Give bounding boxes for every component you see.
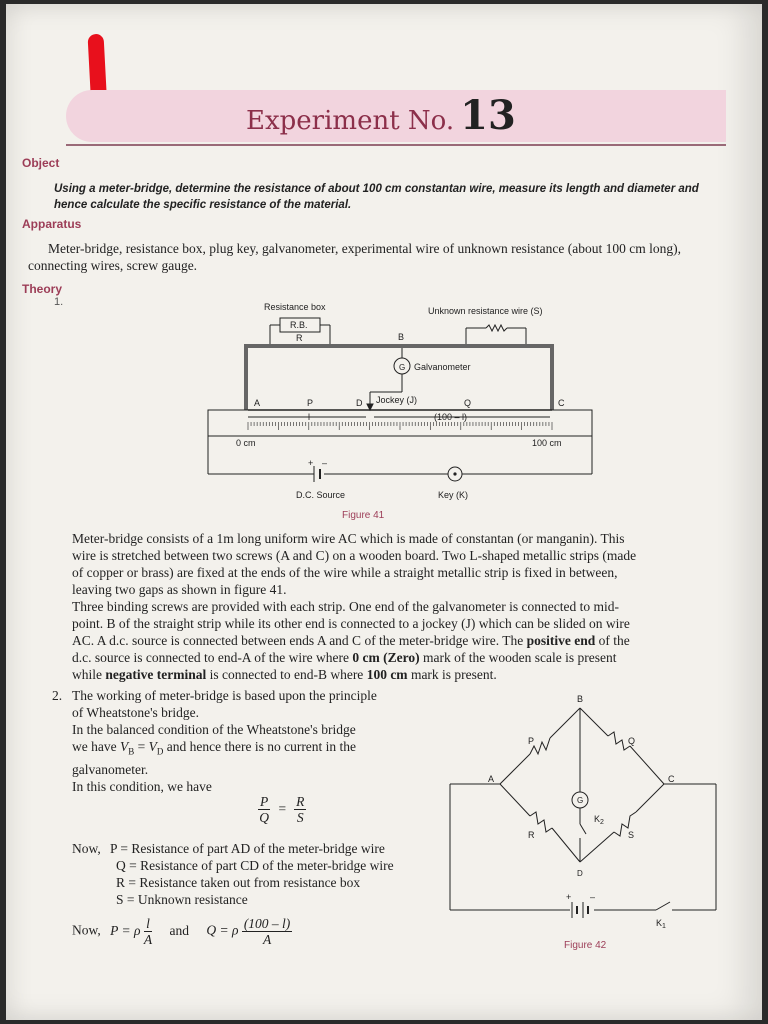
metal-strip-top	[244, 344, 554, 348]
definition-p: P = Resistance of part AD of the meter-bridge wire	[110, 841, 385, 856]
para1-line3: of copper or brass) are fixed at the ends of the wire while a straight metallic strip is fixed in between,	[72, 565, 618, 580]
page-title	[246, 92, 516, 142]
label-zero-cm: 0 cm	[236, 438, 256, 448]
para2-line2: point. B of the straight strip while its other end is connected to a jockey (J) which can be slided on wire	[72, 616, 630, 631]
fig42-label-k2: $K_2$	[594, 814, 604, 826]
resistor-q	[608, 732, 630, 750]
resistor-r	[530, 812, 552, 832]
object-text: Using a meter-bridge, determine the resistance of about 100 cm constantan wire, measure its length and diameter and hence calculate the specific resistance of the material.	[54, 183, 699, 211]
para2-line1: Three binding screws are provided with each strip. One end of the galvanometer is connected to mid-	[72, 599, 619, 614]
jockey-pointer	[367, 404, 373, 410]
label-b: B	[398, 332, 405, 342]
label-c: C	[558, 398, 565, 408]
fig42-label-s: S	[628, 830, 635, 840]
fig42-label-q: Q	[628, 736, 636, 746]
para1-line2: wire is stretched between two screws (A and C) on a wooden board. Two L-shaped metallic strips (made	[72, 548, 637, 563]
label-dc-source: D.C. Source	[296, 490, 346, 500]
label-galvanometer: Galvanometer	[414, 362, 471, 372]
label-a: A	[254, 398, 261, 408]
metal-strip-right	[550, 344, 554, 410]
label-q: Q	[464, 398, 472, 408]
fig42-label-g: G	[577, 796, 584, 805]
label-rb: R.B.	[290, 320, 308, 330]
title-rule	[66, 144, 726, 146]
label-resistance-box: Resistance box	[264, 302, 326, 312]
apparatus-heading: Apparatus	[22, 217, 82, 231]
label-r: R	[296, 333, 303, 343]
theory-item1-number: 1.	[54, 296, 64, 308]
para2-line3: AC. A d.c. source is connected between ends A and C of the meter-bridge wire. The positive end of the	[72, 633, 630, 648]
key-k1-switch	[656, 902, 670, 910]
paragraph-connections	[72, 598, 732, 683]
fig42-label-plus: +	[566, 892, 572, 902]
key-k2-switch	[580, 824, 586, 834]
label-battery-plus: +	[308, 458, 314, 468]
para1-line1: Meter-bridge consists of a 1m long uniform wire AC which is made of constantan (or manganin). This	[72, 531, 625, 546]
title-prefix: Experiment No.	[246, 106, 455, 136]
definition-r: R = Resistance taken out from resistance box	[116, 875, 361, 890]
label-l-segment: l	[308, 412, 310, 422]
definition-s: S = Unknown resistance	[116, 892, 248, 907]
object-heading: Object	[22, 156, 60, 170]
fig42-label-a: A	[488, 774, 495, 784]
fig42-label-p: P	[528, 736, 535, 746]
paragraph-meter-bridge-construction	[72, 530, 732, 598]
definitions-list	[110, 840, 440, 908]
resistivity-formula: Now, P = ρ $\frac{l}{A}$ and Q = ρ $\frac{(100 - l)}{A}$	[72, 916, 291, 947]
wheatstone-bridge-diagram	[444, 688, 734, 936]
para2-line5: while negative terminal is connected to end-B where 100 cm mark is present.	[72, 667, 497, 682]
fig42-label-b: B	[577, 694, 584, 704]
fig42-label-d: D	[577, 869, 583, 878]
para2-line4: d.c. source is connected to end-A of the wire where 0 cm (Zero) mark of the wooden scale is present	[72, 650, 617, 665]
fig42-label-k1: $K_1$	[656, 918, 666, 930]
label-p: P	[307, 398, 314, 408]
item2-number: 2.	[52, 688, 63, 703]
label-l-remainder: (100 – l)	[434, 412, 468, 422]
fig42-label-minus: –	[590, 892, 596, 902]
title-number: 13	[460, 92, 516, 139]
meter-bridge-diagram	[196, 298, 606, 508]
defs-now: Now,	[72, 841, 101, 856]
fig42-label-r: R	[528, 830, 535, 840]
label-d: D	[356, 398, 363, 408]
item2-text: The working of meter-bridge is based upon the principle of Wheatstone's bridge. In the balanced condition of the Wheatstone's bridge we have $V_B = V_D$ and hence there is no current in the galvanometer. In this condition, we have	[72, 688, 377, 794]
label-jockey: Jockey (J)	[376, 395, 418, 405]
balance-ratio-equation: $\frac{P}{Q}$ = $\frac{R}{S}$	[259, 794, 305, 825]
theory-heading: Theory	[22, 282, 63, 296]
label-g: G	[399, 363, 406, 372]
figure42-caption: Figure 42	[564, 940, 607, 951]
page	[6, 4, 762, 1020]
label-battery-minus: –	[322, 458, 328, 468]
para1-line4: leaving two gaps as shown in figure 41.	[72, 582, 287, 597]
label-hundred-cm: 100 cm	[532, 438, 562, 448]
label-unknown-wire: Unknown resistance wire (S)	[428, 306, 543, 316]
metal-strip-left	[244, 344, 248, 410]
unknown-resistance-coil	[486, 325, 507, 331]
label-key: Key (K)	[438, 490, 469, 500]
apparatus-text: Meter-bridge, resistance box, plug key, galvanometer, experimental wire of unknown resistance (about 100 cm long), connecting wires, screw gauge.	[28, 241, 681, 273]
figure41-caption: Figure 41	[342, 510, 385, 521]
fig42-label-c: C	[668, 774, 675, 784]
definition-q: Q = Resistance of part CD of the meter-bridge wire	[116, 858, 394, 873]
